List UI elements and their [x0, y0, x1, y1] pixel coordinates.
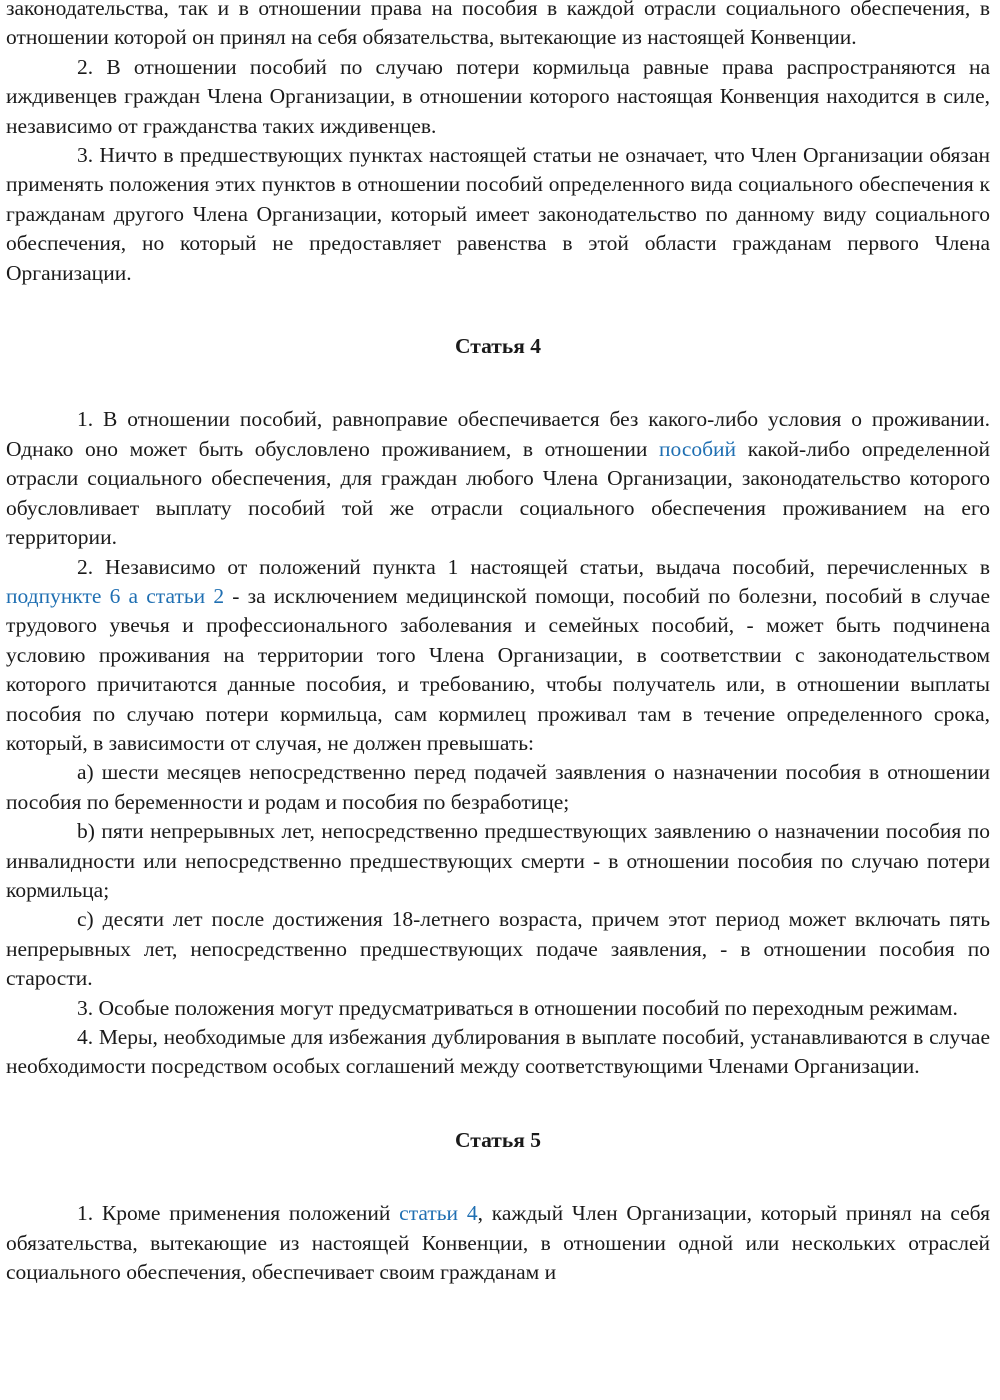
link-article-4[interactable]: статьи 4 [399, 1201, 478, 1226]
article-5-heading: Статья 5 [455, 1127, 541, 1152]
paragraph-continuation: законодательства, так и в отношении права на пособия в каждой отрасли социального обеспечения, в отношении которой он принял на себя обязательства, вытекающие из настоящей Конвенции. [6, 0, 990, 50]
article-4-subparagraph-a: a) шести месяцев непосредственно перед подачей заявления о назначении пособия в отношении пособия по беременности и родам и пособия по безработице; [6, 760, 990, 814]
article-4-paragraph-2: 2. Независимо от положений пункта 1 настоящей статьи, выдача пособий, перечисленных в подпункте 6 а статьи 2 - за исключением медицинской помощи, пособий по болезни, пособий в случае трудового увечья и профессионального заболевания и семейных пособий, - может быть подчинена условию проживания на территории того Члена Организации, в соответствии с законодательством которого причитаются данные пособия, и требованию, чтобы получатель или, в отношении выплаты пособия по случаю потери кормильца, сам кормилец проживал там в течение определенного срока, который, в зависимости от случая, не должен превышать: [6, 554, 991, 755]
link-benefits[interactable]: пособий [659, 436, 737, 461]
article-4-paragraph-3: 3. Особые положения могут предусматриваться в отношении пособий по переходным режимам. [77, 995, 958, 1020]
article-4-heading: Статья 4 [455, 334, 541, 359]
article-4-subparagraph-c: c) десяти лет после достижения 18-летнего возраста, причем этот период может включать пять непрерывных лет, непосредственно предшествующих подаче заявления, - в отношении пособия по старости. [6, 907, 990, 991]
document-page [6, 0, 990, 1287]
article-5-paragraph-1: 1. Кроме применения положений статьи 4, каждый Член Организации, который принял на себя обязательства, вытекающие из настоящей Конвенции, в отношении одной или нескольких отраслей социального обеспечения, обеспечивает своим гражданам и [6, 1201, 990, 1285]
link-article-2-subparagraph-6a[interactable]: подпункте 6 а статьи 2 [6, 583, 225, 608]
paragraph-3-3: 3. Ничто в предшествующих пунктах настоящей статьи не означает, что Член Организации обязан применять положения этих пунктов в отношении пособий определенного вида социального обеспечения к гражданам другого Члена Организации, который имеет законодательство по данному виду социального обеспечения, но который не предоставляет равенства в этой области гражданам первого Члена Организации. [6, 143, 990, 285]
article-4-subparagraph-b: b) пяти непрерывных лет, непосредственно предшествующих заявлению о назначении пособия по инвалидности или непосредственно предшествующих смерти - в отношении пособия по случаю потери кормильца; [6, 819, 990, 902]
article-4-paragraph-4: 4. Меры, необходимые для избежания дублирования в выплате пособий, устанавливаются в случае необходимости посредством особых соглашений между соответствующими Членами Организации. [6, 1025, 990, 1079]
article-4-paragraph-1: 1. В отношении пособий, равноправие обеспечивается без какого-либо условия о проживании. Однако оно может быть обусловлено проживанием, в отношении пособий какой-либо определенной отрасли социального обеспечения, для граждан любого Члена Организации, законодательство которого обусловливает выплату пособий той же отрасли социального обеспечения проживанием на его территории. [6, 407, 990, 550]
paragraph-3-2: 2. В отношении пособий по случаю потери кормильца равные права распространяются на иждивенцев граждан Члена Организации, в отношении которого настоящая Конвенция находится в силе, независимо от гражданства таких иждивенцев. [6, 54, 990, 138]
